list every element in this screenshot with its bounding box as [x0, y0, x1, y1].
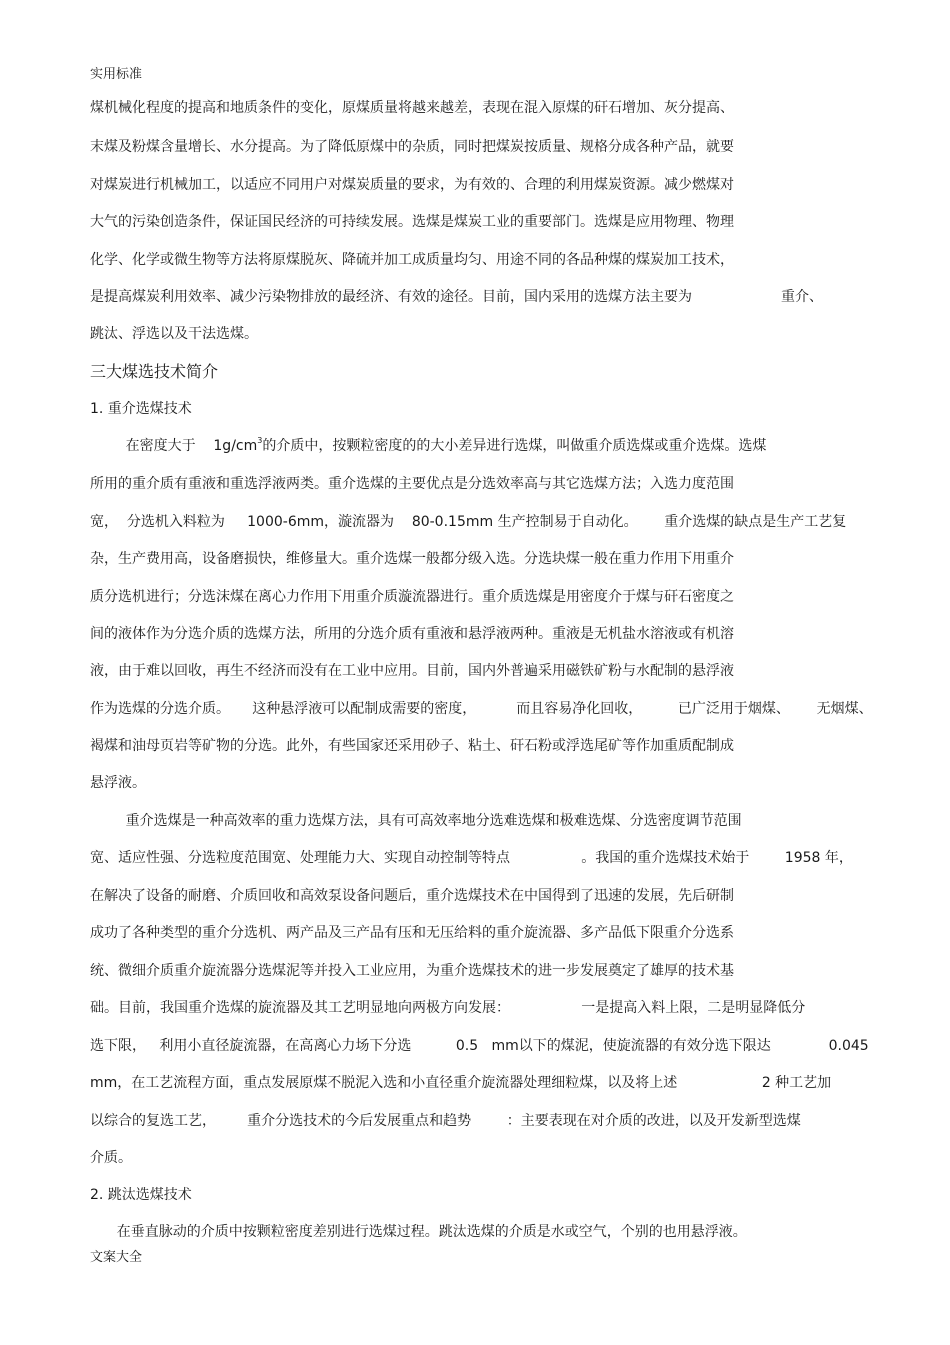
sub1-line-5: 质分选机进行；分选沫煤在离心力作用下用重介质漩流器进行。重介质选煤是用密度介于煤与矸石密度之 [90, 589, 734, 605]
sub1-p2-line-7: 选下限， 利用小直径旋流器，在高离心力场下分选 0.5 mm以下的煤泥，使旋流器的有效分选下限达 0.045 [90, 1038, 869, 1054]
intro-line-4: 大气的污染创造条件，保证国民经济的可持续发展。选煤是煤炭工业的重要部门。选煤是应用物理、物理 [90, 214, 734, 230]
superscript-3: 3 [257, 436, 263, 445]
intro-line-6: 是提高煤炭利用效率、减少污染物排放的最经济、有效的途径。目前，国内采用的选煤方法主要为 重介、 [90, 289, 824, 305]
sub1-p2-line-1: 重介选煤是一种高效率的重力选煤方法，具有可高效率地分选难选煤和极难选煤、分选密度调节范围 [90, 813, 742, 829]
sub1-line-7: 液，由于难以回收，再生不经济而没有在工业中应用。目前，国内外普遍采用磁铁矿粉与水配制的悬浮液 [90, 663, 734, 679]
sub1-line-4: 杂，生产费用高，设备磨损快，维修量大。重介选煤一般都分级入选。分选块煤一般在重力作用下用重介 [90, 551, 734, 567]
sub1-p2-line-5: 统、微细介质重介旋流器分选煤泥等并投入工业应用，为重介选煤技术的进一步发展奠定了雄厚的技术基 [90, 963, 734, 979]
sub1-p2-line-4: 成功了各种类型的重介分选机、两产品及三产品有压和无压给料的重介旋流器、多产品低下限重介分选系 [90, 925, 734, 941]
subsection-1-title: 1. 重介选煤技术 [90, 401, 192, 417]
intro-line-7: 跳汰、浮选以及干法选煤。 [90, 326, 258, 342]
page-footer: 文案大全 [90, 1250, 143, 1265]
sub1-line-1-post: 的介质中，按颗粒密度的的大小差异进行选煤，叫做重介质选煤或重介选煤。选煤 [262, 438, 767, 454]
page-header: 实用标准 [90, 67, 143, 82]
subsection-2-title: 2. 跳汰选煤技术 [90, 1187, 192, 1203]
sub1-line-10: 悬浮液。 [90, 775, 146, 791]
intro-line-2: 末煤及粉煤含量增长、水分提高。为了降低原煤中的杂质，同时把煤炭按质量、规格分成各种产品，就要 [90, 139, 734, 155]
sub1-p2-line-6: 础。目前，我国重介选煤的旋流器及其工艺明显地向两极方向发展： 一是提高入料上限，二是明显降低分 [90, 1000, 806, 1016]
intro-line-3: 对煤炭进行机械加工，以适应不同用户对煤炭质量的要求，为有效的、合理的利用煤炭资源。减少燃煤对 [90, 177, 734, 193]
sub1-line-6: 间的液体作为分选介质的选煤方法，所用的分选介质有重液和悬浮液两种。重液是无机盐水溶液或有机溶 [90, 626, 734, 642]
sub1-p2-line-8: mm，在工艺流程方面，重点发展原煤不脱泥入选和小直径重介旋流器处理细粒煤，以及将上述 2 种工艺加 [90, 1075, 832, 1091]
sub1-line-1 [90, 437, 766, 455]
intro-line-5: 化学、化学或微生物等方法将原煤脱灰、降硫并加工成质量均匀、用途不同的各品种煤的煤炭加工技术， [90, 252, 734, 268]
sub1-line-1-pre: 在密度大于 1g/cm [90, 438, 258, 454]
sub1-line-2: 所用的重介质有重液和重选浮液两类。重介选煤的主要优点是分选效率高与其它选煤方法；入选力度范围 [90, 476, 734, 492]
section-title: 三大煤选技术简介 [90, 362, 219, 381]
sub1-line-9: 褐煤和油母页岩等矿物的分选。此外，有些国家还采用砂子、粘土、矸石粉或浮选尾矿等作加重质配制成 [90, 738, 734, 754]
sub1-p2-line-10: 介质。 [90, 1150, 132, 1166]
sub1-line-3: 宽， 分选机入料粒为 1000-6mm，漩流器为 80-0.15mm 生产控制易于自动化。 重介选煤的缺点是生产工艺复 [90, 514, 847, 530]
sub1-line-8: 作为选煤的分选介质。 这种悬浮液可以配制成需要的密度， 而且容易净化回收， 已广泛用于烟煤、 无烟煤、 [90, 701, 873, 717]
intro-line-1: 煤机械化程度的提高和地质条件的变化，原煤质量将越来越差，表现在混入原煤的矸石增加、灰分提高、 [90, 100, 734, 116]
sub2-line-1: 在垂直脉动的介质中按颗粒密度差别进行选煤过程。跳汰选煤的介质是水或空气，个别的也用悬浮液。 [90, 1224, 747, 1240]
sub1-p2-line-3: 在解决了设备的耐磨、介质回收和高效泵设备问题后，重介选煤技术在中国得到了迅速的发展，先后研制 [90, 888, 734, 904]
sub1-p2-line-9: 以综合的复选工艺， 重介分选技术的今后发展重点和趋势 ：主要表现在对介质的改进，以及开发新型选煤 [90, 1113, 801, 1129]
sub1-p2-line-2: 宽、适应性强、分选粒度范围宽、处理能力大、实现自动控制等特点 。我国的重介选煤技术始于 1958 年， [90, 850, 853, 866]
